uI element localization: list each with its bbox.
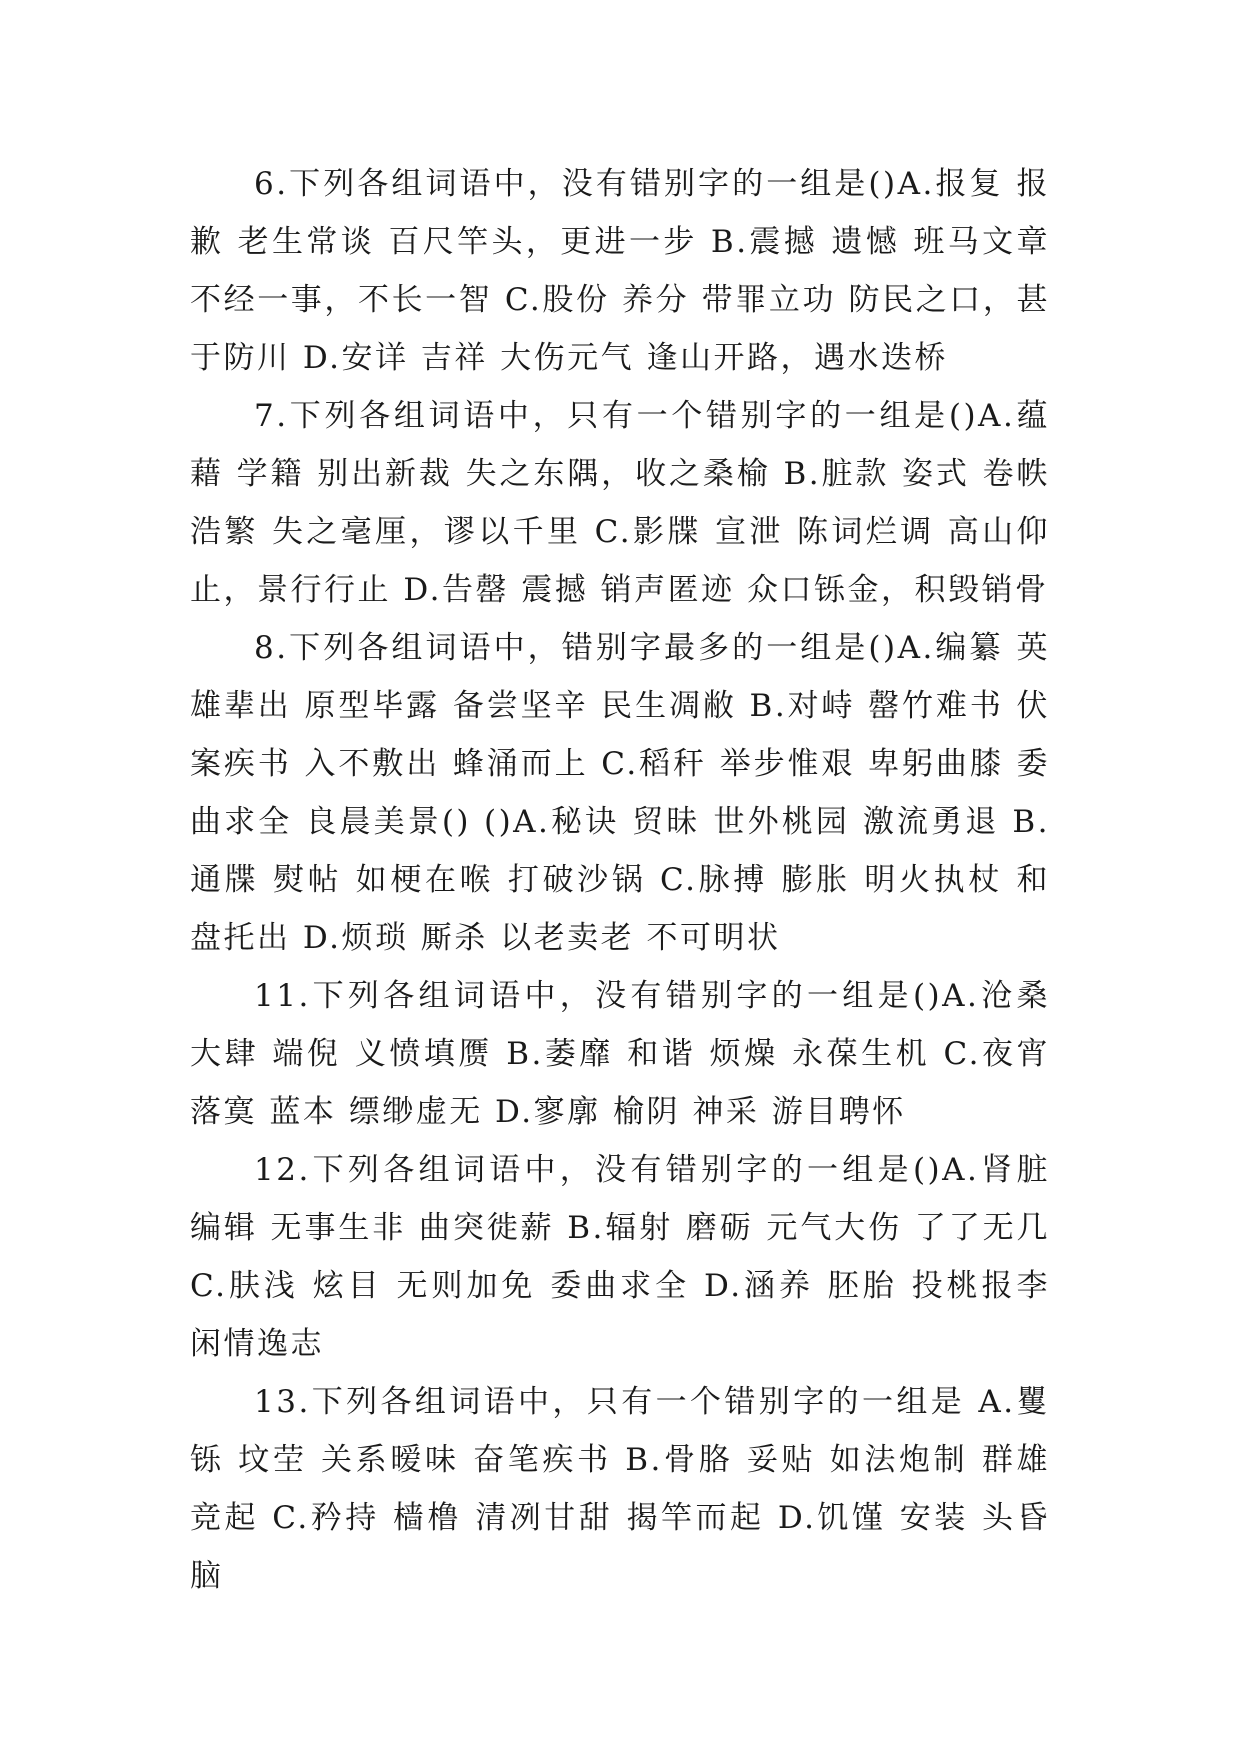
question-12: 12.下列各组词语中，没有错别字的一组是()A.肾脏 编辑 无事生非 曲突徙薪 B.辐射 磨砺 元气大伤 了了无几 C.肤浅 炫目 无则加免 委曲求全 D.涵养 胚胎 投桃报李 闲情逸志	[190, 1152, 1050, 1362]
question-8: 8.下列各组词语中，错别字最多的一组是()A.编纂 英雄辈出 原型毕露 备尝坚辛 民生凋敝 B.对峙 罄竹难书 伏案疾书 入不敷出 蜂涌而上 C.稻秆 举步惟艰 卑躬曲膝 委曲求全 良晨美景() ()A.秘诀 贸昧 世外桃园 激流勇退 B.通牒 熨帖 如梗在喉 打破沙锅 C.脉搏 膨胀 明火执杖 和盘托出 D.烦琐 厮杀 以老卖老 不可明状	[190, 630, 1050, 956]
document-body	[190, 155, 1050, 1605]
question-11: 11.下列各组词语中，没有错别字的一组是()A.沧桑 大肆 端倪 义愤填赝 B.萎靡 和谐 烦燥 永葆生机 C.夜宵 落寞 蓝本 缥缈虚无 D.寥廓 榆阴 神采 游目聘怀	[190, 978, 1050, 1130]
question-13: 13.下列各组词语中，只有一个错别字的一组是 A.矍铄 坟茔 关系暧味 奋笔疾书 B.骨胳 妥贴 如法炮制 群雄竞起 C.矜持 樯橹 清冽甘甜 揭竿而起 D.饥馑 安装 头昏脑	[190, 1384, 1050, 1594]
question-7: 7.下列各组词语中，只有一个错别字的一组是()A.蕴藉 学籍 别出新裁 失之东隅，收之桑榆 B.脏款 姿式 卷帙浩繁 失之毫厘，谬以千里 C.影牒 宣泄 陈词烂调 高山仰止，景行行止 D.告罄 震撼 销声匿迹 众口铄金，积毁销骨	[190, 398, 1050, 608]
question-6: 6.下列各组词语中，没有错别字的一组是()A.报复 报歉 老生常谈 百尺竿头，更进一步 B.震撼 遗憾 班马文章 不经一事，不长一智 C.股份 养分 带罪立功 防民之口，甚于防川 D.安详 吉祥 大伤元气 逢山开路，遇水迭桥	[190, 166, 1050, 376]
